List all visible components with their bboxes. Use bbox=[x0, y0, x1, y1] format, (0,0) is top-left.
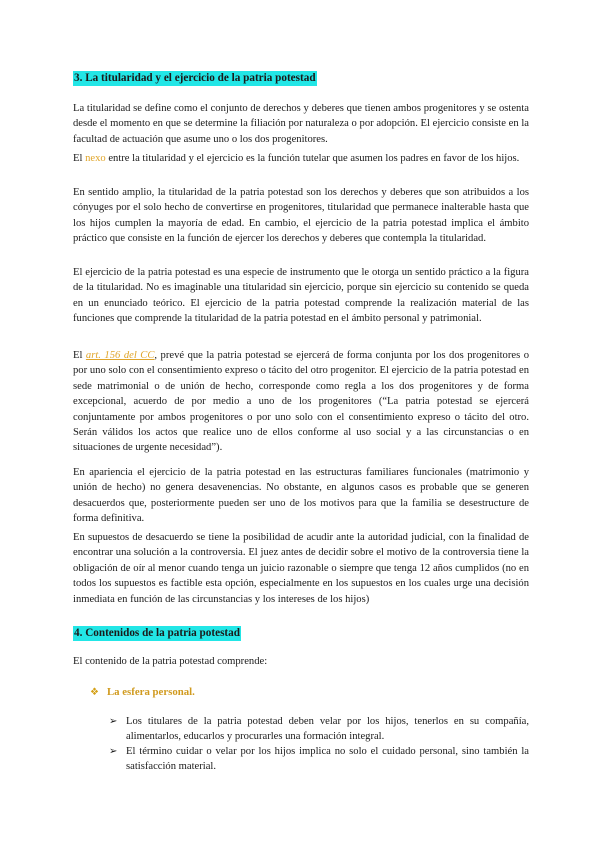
paragraph-art-156: El art. 156 del CC, prevé que la patria potestad se ejercerá de forma conjunta por los dos progenitores o por uno solo con el consentimiento expreso o tácito del otro progenitor. El ejercicio de la patria potestad en sede matrimonial o de unión de hecho, corresponde como regla a los dos progenitores y de forma excepcional, acuerdo de por medio a uno de los progenitores (“La patria potestad se ejercerá conjuntamente por ambos progenitores o por uno solo con el consentimiento expreso o tácito del otro. Serán válidos los actos que realice uno de ellos conforme al uso social y a las circunstancias o en situaciones de urgente necesidad”). bbox=[73, 350, 529, 454]
subheading-esfera-personal: ❖ La esfera personal. bbox=[90, 686, 195, 698]
diamond-bullet-icon: ❖ bbox=[90, 687, 99, 698]
paragraph-sentido-amplio: En sentido amplio, la titularidad de la patria potestad son los derechos y deberes que son atribuidos a los cónyuges por el solo hecho de convertirse en progenitores, titularidad que permanece inalterable hasta que los hijos cumplen la mayoría de edad. En cambio, el ejercicio de la patria potestad implica el ámbito práctico que consiste en la función de ejercer los derechos y deberes que contempla la titularidad. bbox=[73, 187, 529, 245]
art-156-link[interactable]: art. 156 del CC bbox=[85, 350, 155, 361]
arrow-bullet-icon: ➢ bbox=[109, 716, 118, 727]
paragraph-ejercicio-instrumento: El ejercicio de la patria potestad es una especie de instrumento que le otorga un sentido práctico a la figura de la titularidad. No es imaginable una titularidad sin ejercicio, porque sin ejercicio su contenido se queda en un enunciado teórico. El ejercicio de la patria potestad comprende la realización material de las funciones que comprende la titularidad de la patria potestad en el ámbito personal y patrimonial. bbox=[73, 267, 529, 325]
list-item: ➢ El término cuidar o velar por los hijos implica no solo el cuidado personal, sino también la satisfacción material. bbox=[109, 746, 529, 773]
section-4-heading: 4. Contenidos de la patria potestad bbox=[74, 627, 240, 639]
nexo-highlight: nexo bbox=[85, 153, 106, 164]
section-3-heading: 3. La titularidad y el ejercicio de la patria potestad bbox=[74, 72, 316, 84]
list-item: ➢ Los titulares de la patria potestad deben velar por los hijos, tenerlos en su compañía, alimentarlos, educarlos y procurarles una formación integral. bbox=[109, 716, 529, 743]
paragraph-titularidad-definition: La titularidad se define como el conjunto de derechos y deberes que tienen ambos progenitores y se ostenta desde el momento en que se determine la filiación por naturaleza o por adopción. El ejercicio consiste en la facultad de actuación que asume uno o los dos progenitores. bbox=[73, 103, 529, 145]
arrow-bullet-icon: ➢ bbox=[109, 746, 118, 757]
paragraph-contenido-intro: El contenido de la patria potestad comprende: bbox=[73, 656, 268, 667]
paragraph-apariencia: En apariencia el ejercicio de la patria potestad en las estructuras familiares funcionales (matrimonio y unión de hecho) no genera desavenencias. No obstante, en algunos casos es probable que se generen desacuerdos que, posteriormente pueden ser uno de los motivos para que la familia se desestructure de forma definitiva. bbox=[73, 467, 529, 525]
paragraph-desacuerdo: En supuestos de desacuerdo se tiene la posibilidad de acudir ante la autoridad judicial, con la finalidad de encontrar una solución a la controversia. El juez antes de decidir sobre el motivo de la controversia tiene la obligación de oír al menor cuando tenga un juicio razonable o siempre que tenga 12 años cumplidos (no en todos los supuestos es factible esta opción, especialmente en los supuestos en los cuales urge una decisión inmediata en función de las circunstancias y los intereses de los hijos) bbox=[73, 532, 529, 605]
paragraph-nexo: El nexo entre la titularidad y el ejercicio es la función tutelar que asumen los padres en favor de los hijos. bbox=[73, 153, 520, 164]
